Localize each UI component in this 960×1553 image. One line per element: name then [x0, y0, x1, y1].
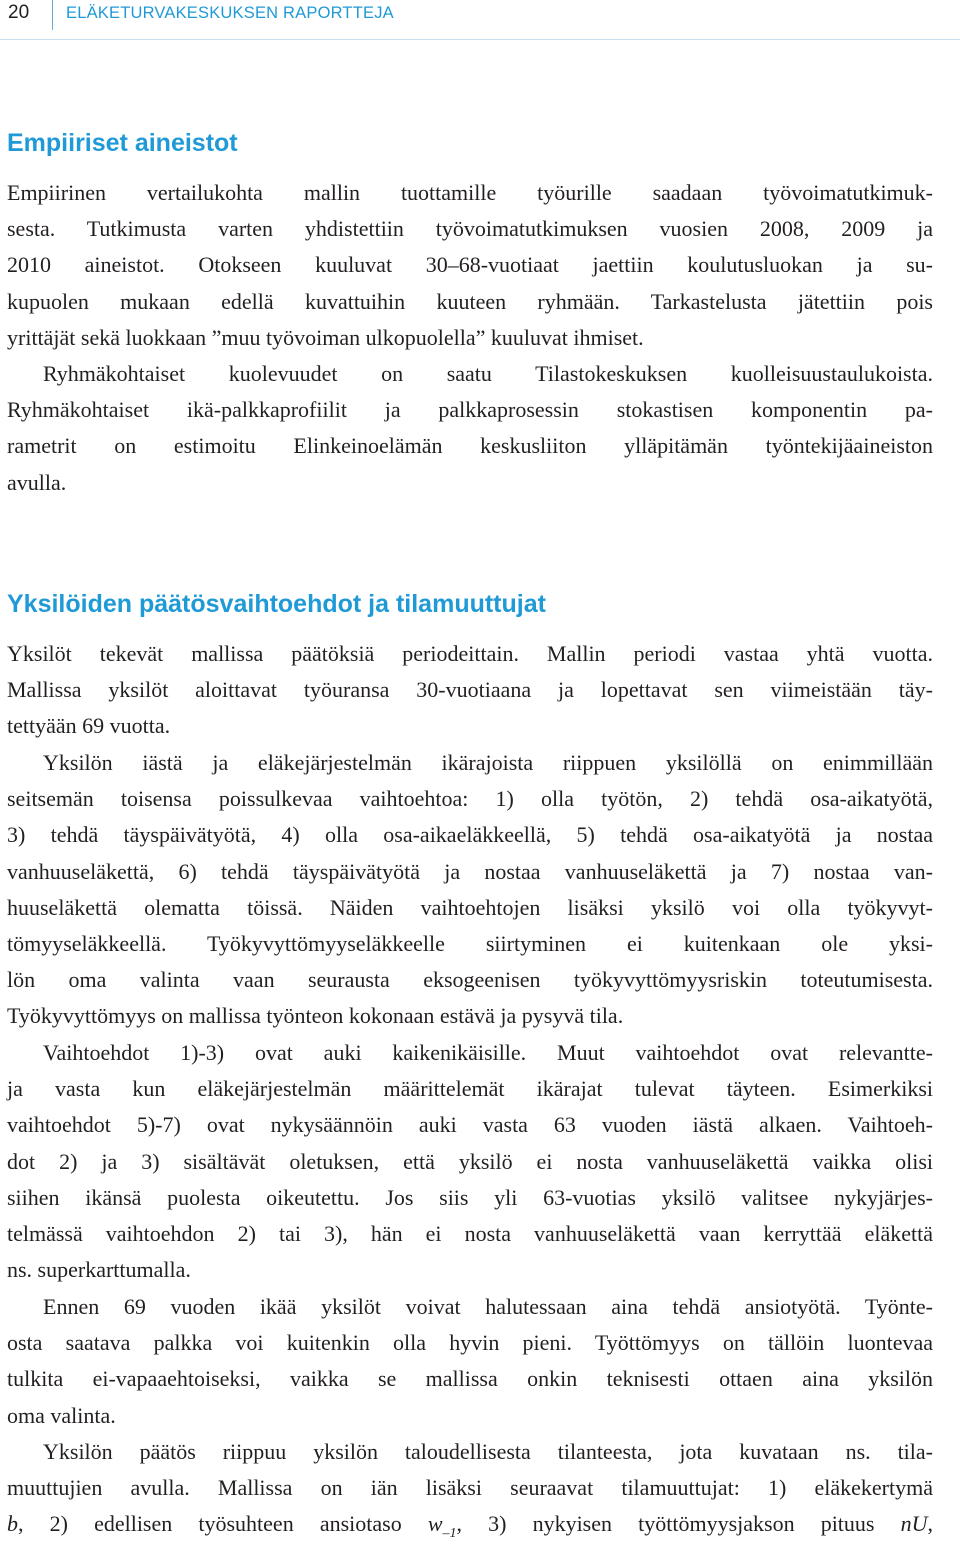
- text-fragment: , 3) nykyisen työttömyysjakson pituus: [456, 1511, 901, 1537]
- math-variable-b: b: [7, 1511, 18, 1537]
- math-variable-w: w: [427, 1511, 443, 1537]
- text-line: ns. superkarttumalla.: [7, 1257, 191, 1283]
- text-line: siihen ikänsä puolesta oikeutettu. Jos siis yli 63-vuotias yksilö valitsee nykyjärjes-: [7, 1184, 933, 1210]
- text-line: Työkyvyttömyys on mallissa työnteon kokonaan estävä ja pysyvä tila.: [7, 1003, 624, 1029]
- text-line: Yksilöt tekevät mallissa päätöksiä periodeittain. Mallin periodi vastaa yhtä vuotta.: [7, 641, 933, 666]
- paragraph: [7, 745, 933, 1035]
- text-line: dot 2) ja 3) sisältävät oletuksen, että yksilö ei nosta vanhuuseläkettä vaikka olisi: [7, 1148, 933, 1174]
- text-line: Mallissa yksilöt aloittavat työuransa 30-vuotiaana ja lopettavat sen viimeistään täy-: [7, 677, 933, 703]
- text-line: tömyyseläkkeellä. Työkyvyttömyyseläkkeelle siirtyminen ei kuitenkaan ole yksi-: [7, 931, 933, 957]
- text-line: oma valinta.: [7, 1402, 116, 1428]
- text-line: Yksilön päätös riippuu yksilön taloudellisesta tilanteesta, jota kuvataan ns. tila-: [43, 1439, 933, 1464]
- text-line: lön oma valinta vaan seurausta eksogeenisen työkyvyttömyysriskin toteutumisesta.: [7, 967, 933, 993]
- text-fragment: ,: [927, 1511, 933, 1537]
- page-number: 20: [8, 2, 30, 23]
- paragraph: [7, 356, 933, 501]
- page-header: [0, 0, 960, 40]
- paragraph: [7, 1289, 933, 1434]
- text-line: ja vasta kun eläkejärjestelmän määrittelemät ikärajat tulevat täyteen. Esimerkiksi: [7, 1076, 933, 1102]
- text-line-with-math: [7, 1506, 933, 1552]
- text-line: vaihtoehdot 5)-7) ovat nykysäännöin auki vasta 63 vuoden iästä alkaen. Vaihtoeh-: [7, 1112, 933, 1138]
- text-line: Vaihtoehdot 1)-3) ovat auki kaikenikäisille. Muut vaihtoehdot ovat relevantte-: [43, 1040, 933, 1065]
- text-line: rametrit on estimoitu Elinkeinoelämän keskusliiton ylläpitämän työntekijäaineiston: [7, 433, 933, 459]
- text-line: huuseläkettä olematta töissä. Näiden vaihtoehtojen lisäksi yksilö voi olla työkyvyt-: [7, 894, 933, 920]
- text-line: tulkita ei-vapaaehtoiseksi, vaikka se mallissa onkin teknisesti ottaen aina yksilön: [7, 1366, 933, 1392]
- header-divider: [52, 0, 53, 30]
- text-line: tettyään 69 vuotta.: [7, 713, 171, 739]
- section-heading: Empiiriset aineistot: [7, 129, 238, 157]
- text-line: Ryhmäkohtaiset ikä-palkkaprofiilit ja palkkaprosessin stokastisen komponentin pa-: [7, 397, 933, 423]
- paragraph: [7, 175, 933, 356]
- text-line: Yksilön iästä ja eläkejärjestelmän ikärajoista riippuen yksilöllä on enimmillään: [43, 750, 933, 775]
- paragraph: [7, 1035, 933, 1288]
- text-line: Empiirinen vertailukohta mallin tuottamille työurille saadaan työvoimatutkimuk-: [7, 180, 933, 205]
- text-line: osta saatava palkka voi kuitenkin olla hyvin pieni. Työttömyys on tällöin luontevaa: [7, 1330, 933, 1356]
- text-line: vanhuuseläkettä, 6) tehdä täyspäivätyötä ja nostaa vanhuuseläkettä ja 7) nostaa van-: [7, 858, 933, 884]
- text-line: sesta. Tutkimusta varten yhdistettiin työvoimatutkimuksen vuosien 2008, 2009 ja: [7, 216, 933, 242]
- text-line: Ryhmäkohtaiset kuolevuudet on saatu Tilastokeskuksen kuolleisuustaulukoista.: [43, 361, 933, 386]
- text-line: avulla.: [7, 469, 67, 495]
- paragraph: [7, 636, 933, 745]
- section-heading: Yksilöiden päätösvaihtoehdot ja tilamuuttujat: [7, 590, 546, 618]
- text-line: seitsemän toisensa poissulkevaa vaihtoehtoa: 1) olla työtön, 2) tehdä osa-aikatyötä,: [7, 786, 933, 812]
- text-line: kupuolen mukaan edellä kuvattuihin kuuteen ryhmään. Tarkastelusta jätettiin pois: [7, 288, 933, 314]
- text-line: telmässä vaihtoehdon 2) tai 3), hän ei nosta vanhuuseläkettä vaan kerryttää eläkettä: [7, 1221, 933, 1247]
- text-line: 3) tehdä täyspäivätyötä, 4) olla osa-aikaeläkkeellä, 5) tehdä osa-aikatyötä ja nostaa: [7, 822, 933, 848]
- text-line: yrittäjät sekä luokkaan ”muu työvoiman ulkopuolella” kuuluvat ihmiset.: [7, 324, 644, 350]
- header-rule: [0, 39, 960, 40]
- math-subscript: –1: [442, 1526, 457, 1542]
- text-fragment: , 2) edellisen työsuhteen ansiotaso: [18, 1511, 428, 1537]
- math-variable-nu: nU: [900, 1511, 928, 1537]
- text-line: Ennen 69 vuoden ikää yksilöt voivat halutessaan aina tehdä ansiotyötä. Työnte-: [43, 1294, 933, 1319]
- text-line: 2010 aineistot. Otokseen kuuluvat 30–68-vuotiaat jaettiin koulutusluokan ja su-: [7, 252, 933, 278]
- text-line: muuttujien avulla. Mallissa on iän lisäksi seuraavat tilamuuttujat: 1) eläkekertymä: [7, 1475, 933, 1501]
- paragraph: [7, 1434, 933, 1553]
- running-title: ELÄKETURVAKESKUKSEN RAPORTTEJA: [66, 4, 394, 22]
